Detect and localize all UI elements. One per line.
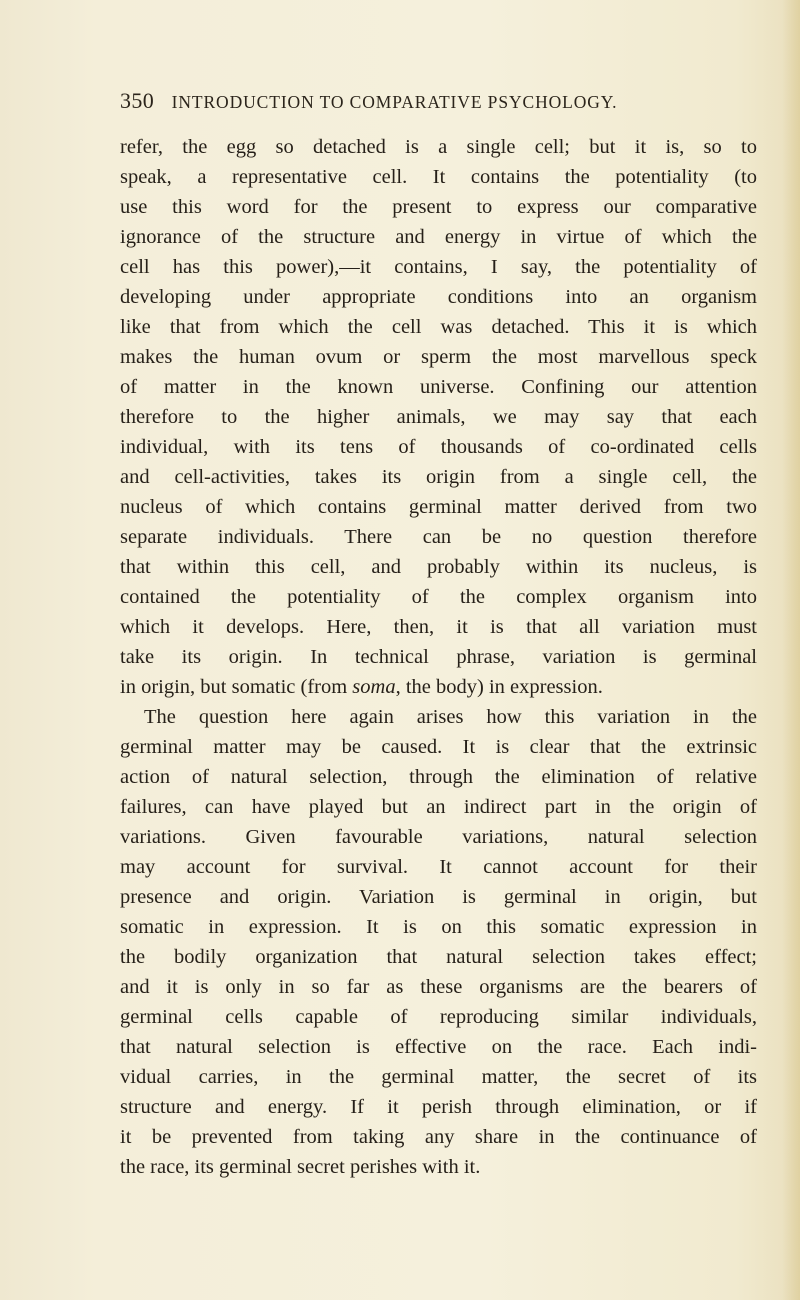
text-line: and it is only in so far as these organisms are the bearers of	[120, 976, 757, 998]
page-number: 350	[120, 88, 155, 113]
body-text	[120, 132, 757, 1182]
text-line: refer, the egg so detached is a single cell; but it is, so to	[120, 136, 757, 158]
text-line: germinal matter may be caused. It is clear that the extrinsic	[120, 736, 757, 758]
text-line: therefore to the higher animals, we may say that each	[120, 406, 757, 428]
text-line: germinal cells capable of reproducing similar individuals,	[120, 1006, 757, 1028]
text-line: take its origin. In technical phrase, variation is germinal	[120, 646, 757, 668]
text-line: makes the human ovum or sperm the most marvellous speck	[120, 346, 757, 368]
text-line: variations. Given favourable variations, natural selection	[120, 826, 757, 848]
page-edge-shadow	[782, 0, 800, 1300]
text-line: use this word for the present to express our comparative	[120, 196, 757, 218]
text-line: action of natural selection, through the elimination of relative	[120, 766, 757, 788]
text-line-final: the race, its germinal secret perishes with it.	[120, 1156, 481, 1178]
paragraph-start-line: The question here again arises how this variation in the	[144, 706, 757, 728]
text-line: separate individuals. There can be no question therefore	[120, 526, 757, 548]
text-line: which it develops. Here, then, it is that all variation must	[120, 616, 757, 638]
text-line: developing under appropriate conditions into an organism	[120, 286, 757, 308]
text-line: that within this cell, and probably within its nucleus, is	[120, 556, 757, 578]
text-line: the bodily organization that natural selection takes effect;	[120, 946, 757, 968]
text-line: speak, a representative cell. It contains the potentiality (to	[120, 166, 757, 188]
text-line: of matter in the known universe. Confining our attention	[120, 376, 757, 398]
text-line: somatic in expression. It is on this somatic expression in	[120, 916, 757, 938]
text-line: like that from which the cell was detached. This it is which	[120, 316, 757, 338]
text-line: presence and origin. Variation is germinal in origin, but	[120, 886, 757, 908]
soma-line-after: , the body) in expression.	[395, 676, 603, 698]
text-line: individual, with its tens of thousands of co-ordinated cells	[120, 436, 757, 458]
text-line: failures, can have played but an indirect part in the origin of	[120, 796, 757, 818]
text-line: that natural selection is effective on the race. Each indi-	[120, 1036, 757, 1058]
running-title: INTRODUCTION TO COMPARATIVE PSYCHOLOGY.	[171, 92, 618, 112]
text-line-soma	[120, 672, 757, 702]
text-line: it be prevented from taking any share in the continuance of	[120, 1126, 757, 1148]
text-line: and cell-activities, takes its origin from a single cell, the	[120, 466, 757, 488]
text-line: ignorance of the structure and energy in virtue of which the	[120, 226, 757, 248]
text-line: contained the potentiality of the complex organism into	[120, 586, 757, 608]
text-line: vidual carries, in the germinal matter, the secret of its	[120, 1066, 757, 1088]
soma-line-before: in origin, but somatic (from	[120, 676, 353, 698]
running-head	[120, 88, 760, 118]
text-line: nucleus of which contains germinal matter derived from two	[120, 496, 757, 518]
text-line: structure and energy. If it perish through elimination, or if	[120, 1096, 757, 1118]
text-line: cell has this power),—it contains, I say, the potentiality of	[120, 256, 757, 278]
text-line: may account for survival. It cannot account for their	[120, 856, 757, 878]
soma-italic-word: soma	[352, 676, 396, 698]
